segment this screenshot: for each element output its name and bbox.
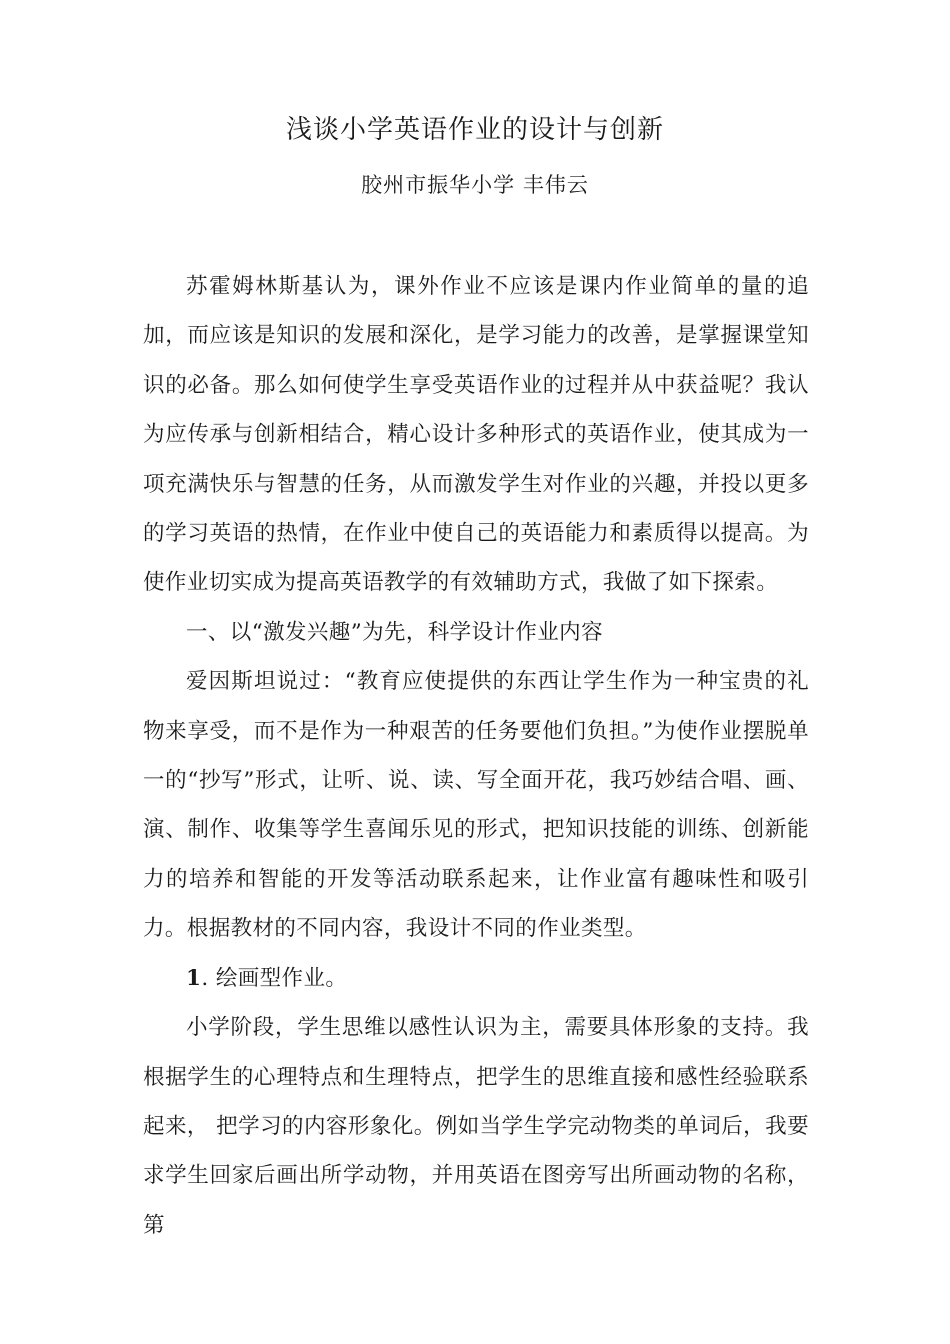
paragraph-intro: 苏霍姆林斯基认为，课外作业不应该是课内作业简单的量的追加，而应该是知识的发展和深化，是学习能力的改善，是掌握课堂知识的必备。那么如何使学生享受英语作业的过程并从中获益呢？我认为应传承与创新相结合，精心设计多种形式的英语作业，使其成为一项充满快乐与智慧的任务，从而激发学生对作业的兴趣，并投以更多的学习英语的热情，在作业中使自己的英语能力和素质得以提高。为使作业切实成为提高英语教学的有效辅助方式，我做了如下探索。 [143, 274, 809, 596]
paragraph-drawing: 小学阶段，学生思维以感性认识为主，需要具体形象的支持。我根据学生的心理特点和生理特点，把学生的思维直接和感性经验联系起来， 把学习的内容形象化。例如当学生学完动物类的单词后，我要求学生回家后画出所学动物，并用英语在图旁写出所画动物的名称，第 [143, 1015, 809, 1238]
document-title: 浅谈小学英语作业的设计与创新 [285, 115, 664, 145]
list-item-number: 1 [186, 965, 202, 991]
paragraph-einstein: 爱因斯坦说过：“教育应使提供的东西让学生作为一种宝贵的礼物来享受，而不是作为一种艰苦的任务要他们负担。”为使作业摆脱单一的“抄写”形式，让听、说、读、写全面开花，我巧妙结合唱、画、演、制作、收集等学生喜闻乐见的形式，把知识技能的训练、创新能力的培养和智能的开发等活动联系起来，让作业富有趣味性和吸引力。根据教材的不同内容，我设计不同的作业类型。 [143, 669, 809, 942]
author-byline: 胶州市振华小学 丰伟云 [361, 173, 589, 197]
list-item-title: . 绘画型作业。 [201, 965, 348, 991]
document-body [143, 262, 809, 1250]
section-heading-1: 一、以“激发兴趣”为先，科学设计作业内容 [186, 619, 603, 645]
list-item-heading [143, 954, 809, 1003]
